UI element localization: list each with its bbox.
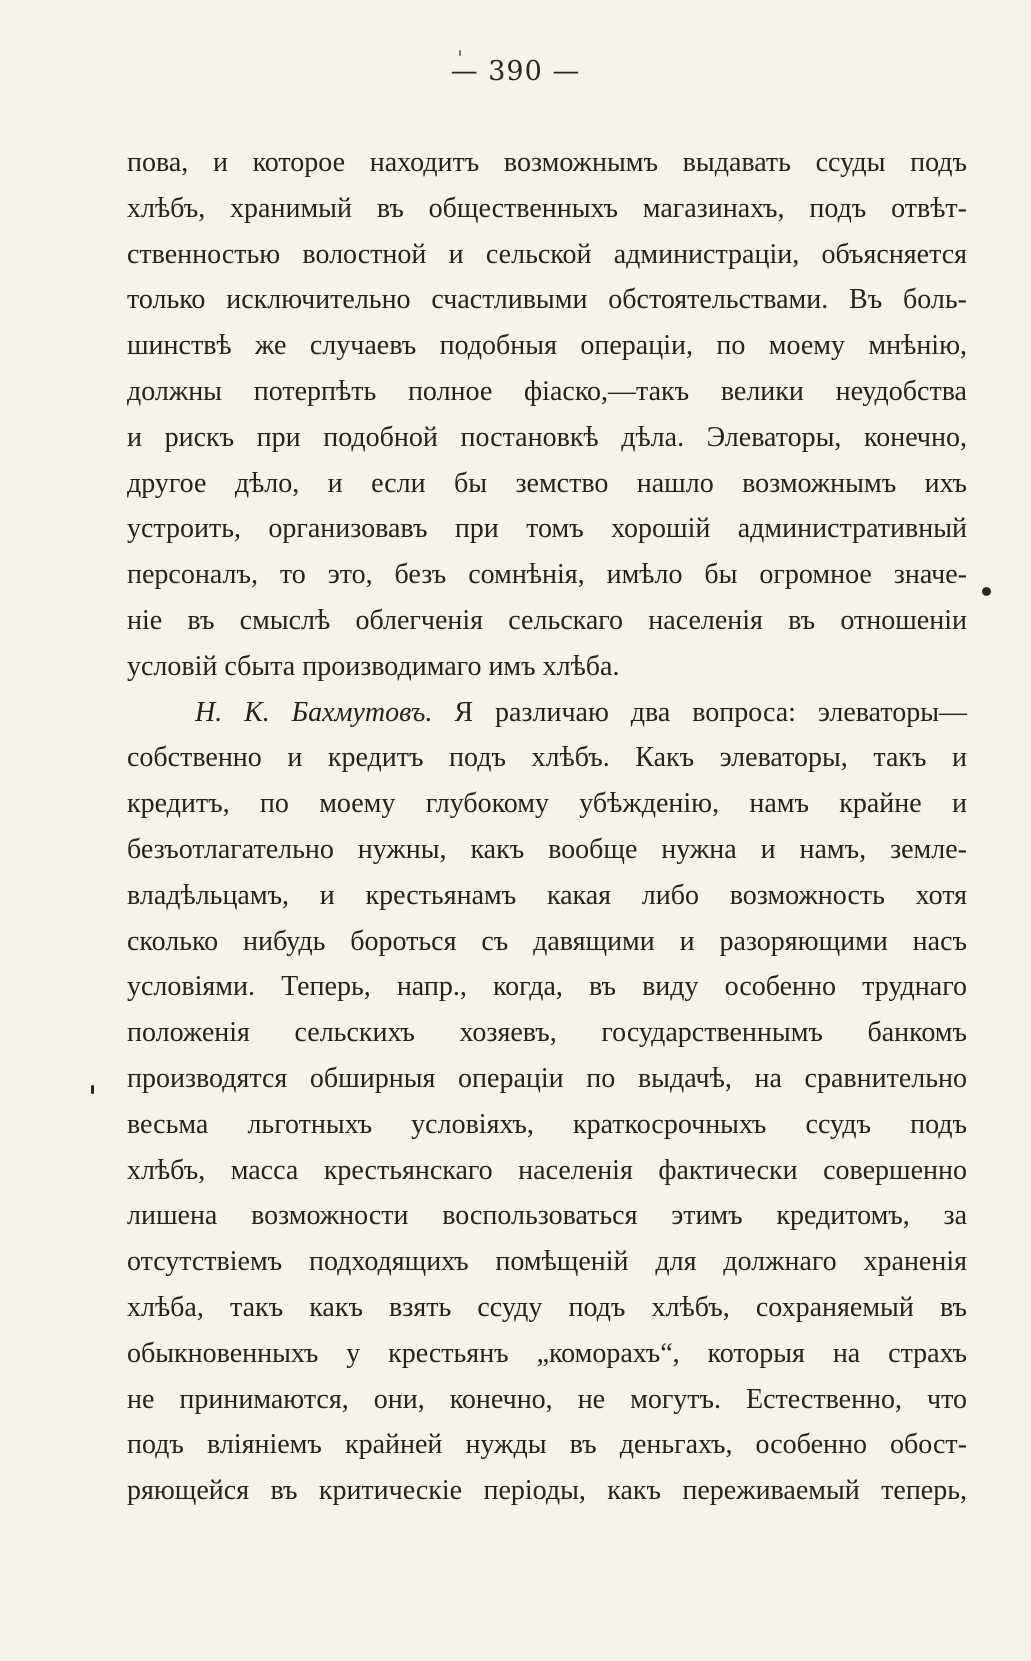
- text-line: персоналъ, то это, безъ сомнѣнія, имѣло бы огромное значе-: [127, 559, 967, 591]
- body-text: [127, 140, 967, 1514]
- text-line: весьма льготныхъ условіяхъ, краткосрочныхъ ссудъ подъ: [127, 1108, 967, 1140]
- text-line: пова, и которое находитъ возможнымъ выдавать ссуды подъ: [127, 147, 967, 178]
- text-line: хлѣбъ, масса крестьянскаго населенія фактически совершенно: [127, 1154, 967, 1186]
- text-line: не принимаются, они, конечно, не могутъ. Естественно, что: [127, 1383, 967, 1415]
- text-line: отсутствіемъ подходящихъ помѣщеній для должнаго храненія: [127, 1246, 967, 1278]
- text-line: подъ вліяніемъ крайней нужды въ деньгахъ, особенно обост-: [127, 1429, 967, 1461]
- text-line: владѣльцамъ, и крестьянамъ какая либо возможность хотя: [127, 879, 967, 911]
- text-line: производятся обширныя операціи по выдачѣ, на сравнительно: [127, 1062, 967, 1094]
- text-line: лишена возможности воспользоваться этимъ кредитомъ, за: [127, 1200, 967, 1232]
- page-number: — 390 —: [450, 56, 581, 87]
- text-line: условіями. Теперь, напр., когда, въ виду особенно труднаго: [127, 971, 967, 1003]
- paragraph-2: [127, 690, 967, 1514]
- text-line: ственностью волостной и сельской администраціи, объясняется: [127, 238, 967, 270]
- text-line: собственно и кредитъ подъ хлѣбъ. Какъ элеваторы, такъ и: [127, 742, 967, 774]
- text-line: положенія сельскихъ хозяевъ, государственнымъ банкомъ: [127, 1017, 967, 1049]
- text-line: ніе въ смыслѣ облегченія сельскаго населенія въ отношеніи: [127, 604, 967, 636]
- text-line: обыкновенныхъ у крестьянъ „коморахъ“, которыя на страхъ: [127, 1337, 967, 1369]
- text-line: сколько нибудь бороться съ давящими и разоряющими насъ: [127, 925, 967, 957]
- text-line: ряющейся въ критическіе періоды, какъ переживаемый теперь,: [127, 1475, 967, 1507]
- text-line: только исключительно счастливыми обстоятельствами. Въ боль-: [127, 284, 967, 316]
- text-line: кредитъ, по моему глубокому убѣжденію, намъ крайне и: [127, 788, 967, 820]
- speaker-line: [127, 690, 967, 736]
- text-line: и рискъ при подобной постановкѣ дѣла. Элеваторы, конечно,: [127, 421, 967, 453]
- text-line: хлѣба, такъ какъ взять ссуду подъ хлѣбъ, сохраняемый въ: [127, 1291, 967, 1323]
- ink-speck: [459, 50, 461, 56]
- text-line: устроить, организовавъ при томъ хорошій административный: [127, 513, 967, 545]
- text-line: шинствѣ же случаевъ подобныя операціи, по моему мнѣнію,: [127, 330, 967, 362]
- text-line: условій сбыта производимаго имъ хлѣба.: [127, 650, 620, 682]
- text-line: должны потерпѣть полное фіаско,—такъ велики неудобства: [127, 375, 967, 407]
- text-line: другое дѣло, и если бы земство нашло возможнымъ ихъ: [127, 467, 967, 499]
- ink-speck: [91, 1085, 94, 1094]
- speaker-line-text: Я различаю два вопроса: элеваторы—: [454, 696, 968, 728]
- text-line: безъотлагательно нужны, какъ вообще нужна и намъ, земле-: [127, 833, 967, 865]
- paragraph-1: [127, 140, 967, 690]
- ink-spot: [982, 587, 991, 596]
- speaker-name: Н. К. Бахмутовъ.: [195, 696, 433, 728]
- text-line: хлѣбъ, хранимый въ общественныхъ магазинахъ, подъ отвѣт-: [127, 192, 967, 224]
